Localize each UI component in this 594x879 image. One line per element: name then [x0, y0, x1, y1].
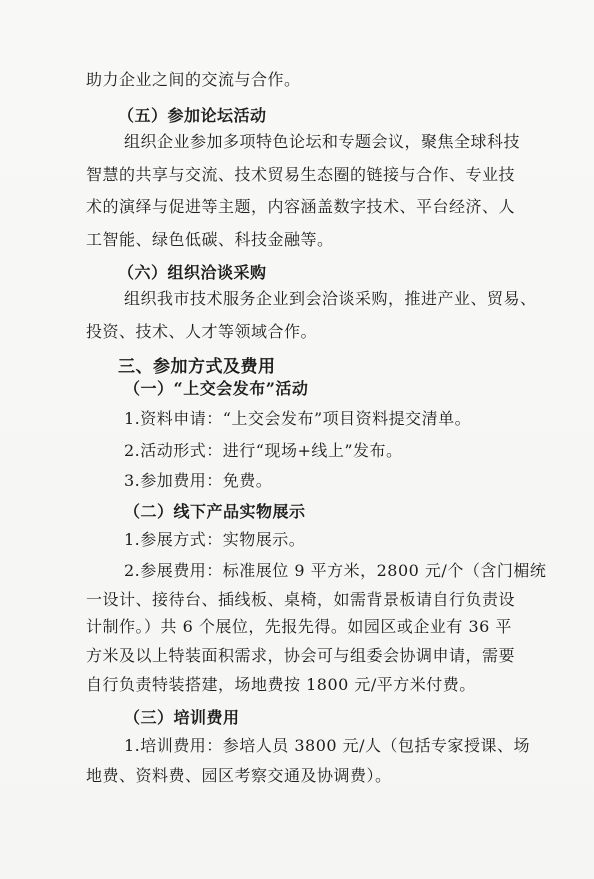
- paragraph-line: 3.参加费用：免费。: [124, 471, 273, 490]
- subsection-heading: （二）线下产品实物展示: [124, 502, 306, 521]
- paragraph-line: 自行负责特装搭建，场地费按 1800 元/平方米付费。: [86, 675, 476, 694]
- paragraph-line: 术的演绎与促进等主题，内容涵盖数字技术、平台经济、人: [86, 197, 516, 216]
- paragraph-line: 2.参展费用：标准展位 9 平方米，2800 元/个（含门楣统: [124, 561, 547, 580]
- paragraph-line: 1.培训费用：参培人员 3800 元/人（包括专家授课、场: [124, 736, 531, 755]
- paragraph-line: 1.资料申请：“上交会发布”项目资料提交清单。: [124, 409, 472, 428]
- paragraph-line: 地费、资料费、园区考察交通及协调费）。: [86, 766, 392, 785]
- paragraph-line: 工智能、绿色低碳、科技金融等。: [86, 230, 334, 249]
- paragraph-line: 1.参展方式：实物展示。: [124, 530, 306, 549]
- paragraph-line: 组织我市技术服务企业到会洽谈采购，推进产业、贸易、: [124, 289, 537, 308]
- paragraph-line: 助力企业之间的交流与合作。: [86, 70, 301, 89]
- subsection-heading: （五）参加论坛活动: [118, 106, 267, 125]
- subsection-heading: （一）“上交会发布”活动: [124, 379, 309, 398]
- subsection-heading: （三）培训费用: [124, 708, 240, 727]
- section-heading: 三、参加方式及费用: [118, 357, 276, 377]
- paragraph-line: 计制作。）共 6 个展位，先报先得。如园区或企业有 36 平: [86, 617, 512, 636]
- paragraph-line: 方米及以上特装面积需求，协会可与组委会协调申请，需要: [86, 646, 516, 665]
- paragraph-line: 智慧的共享与交流、技术贸易生态圈的链接与合作、专业技: [86, 165, 516, 184]
- paragraph-line: 一设计、接待台、插线板、桌椅，如需背景板请自行负责设: [86, 590, 516, 609]
- paragraph-line: 投资、技术、人才等领域合作。: [86, 322, 318, 341]
- paragraph-line: 2.活动形式：进行“现场+线上”发布。: [124, 441, 403, 460]
- paragraph-line: 组织企业参加多项特色论坛和专题会议，聚焦全球科技: [124, 132, 521, 151]
- subsection-heading: （六）组织洽谈采购: [118, 263, 267, 282]
